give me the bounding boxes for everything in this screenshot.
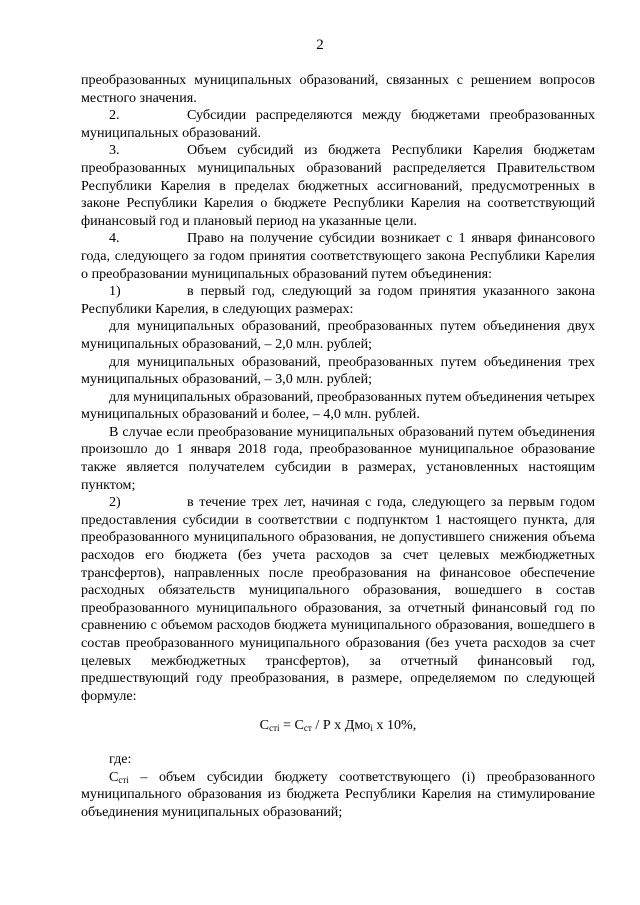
paragraph-item-3 xyxy=(81,142,595,230)
item-number: 2. xyxy=(109,107,120,124)
paragraph-case-2018: В случае если преобразование муниципальных образований путем объединения произошло до 1 января 2018 года, преобразованное муниципальное образование также является получателем субсидии в размерах, установленных настоящим пунктом; xyxy=(81,423,595,493)
paragraph-text: Право на получение субсидии возникает с 1 января финансового года, следующего за годом принятия соответствующего закона Республики Карелия о преобразовании муниципальных образований путем объединения: xyxy=(81,230,595,282)
paragraph-text: Субсидии распределяются между бюджетами преобразованных муниципальных образований. xyxy=(81,107,595,141)
where-label: где: xyxy=(109,750,132,767)
page-number: 2 xyxy=(316,37,324,53)
paragraph-text: в течение трех лет, начиная с года, следующего за первым годом предоставления субсидии в соответствии с подпунктом 1 настоящего пункта, для преобразованного муниципального образования, не допустившего снижения объема расходов его бюджета (без учета расходов за счет целевых межбюджетных трансфертов), направленных после преобразования на финансовое обеспечение расходных обязательств муниципального образования, вошедшего в состав преобразованного муниципального образования, за отчетный финансовый год по сравнению с объемом расходов бюджета муниципального образования, вошедшего в состав преобразованного муниципального образования (без учета расходов за счет целевых межбюджетных трансфертов), за отчетный финансовый год, предшествующий году преобразования, в размере, определяемом по следующей формуле: xyxy=(81,494,595,704)
paragraph-four-municipalities: для муниципальных образований, преобразованных путем объединения четырех муниципальных образований и более, – 4,0 млн. рублей. xyxy=(81,388,595,423)
paragraph-text: в первый год, следующий за годом принятия указанного закона Республики Карелия, в следующих размерах: xyxy=(81,283,595,317)
paragraph-text: Объем субсидий из бюджета Республики Карелия бюджетам преобразованных муниципальных образований распределяется Правительством Республики Карелия в пределах бюджетных ассигнований, предусмотренных в законе Республики Карелия о бюджете Республики Карелия на соответствующий финансовый год и плановый период на указанные цели. xyxy=(81,142,595,229)
subsidy-formula: $С_{сті} = С_{ст} / Р$ х Дмо$_і$ х 10%, xyxy=(259,717,417,734)
definition-subsidy: $С_{сті}$ – объем субсидии бюджету соответствующего (і) преобразованного муниципального образования из бюджета Республики Карелия на стимулирование объединения муниципальных образований; xyxy=(81,768,595,820)
paragraph-continuation: преобразованных муниципальных образований, связанных с решением вопросов местного значения. xyxy=(81,72,595,106)
paragraph-item-4 xyxy=(81,230,595,283)
paragraph-subitem-2 xyxy=(81,494,595,705)
item-number: 1) xyxy=(109,283,121,300)
paragraph-subitem-1 xyxy=(81,283,595,318)
paragraph-item-2 xyxy=(81,107,595,142)
paragraph-three-municipalities: для муниципальных образований, преобразованных путем объединения трех муниципальных образований, – 3,0 млн. рублей; xyxy=(81,353,595,388)
document-body xyxy=(81,72,595,821)
item-number: 2) xyxy=(109,494,121,511)
paragraph-two-municipalities: для муниципальных образований, преобразованных путем объединения двух муниципальных образований, – 2,0 млн. рублей; xyxy=(81,318,595,352)
item-number: 4. xyxy=(109,230,120,247)
item-number: 3. xyxy=(109,142,120,159)
